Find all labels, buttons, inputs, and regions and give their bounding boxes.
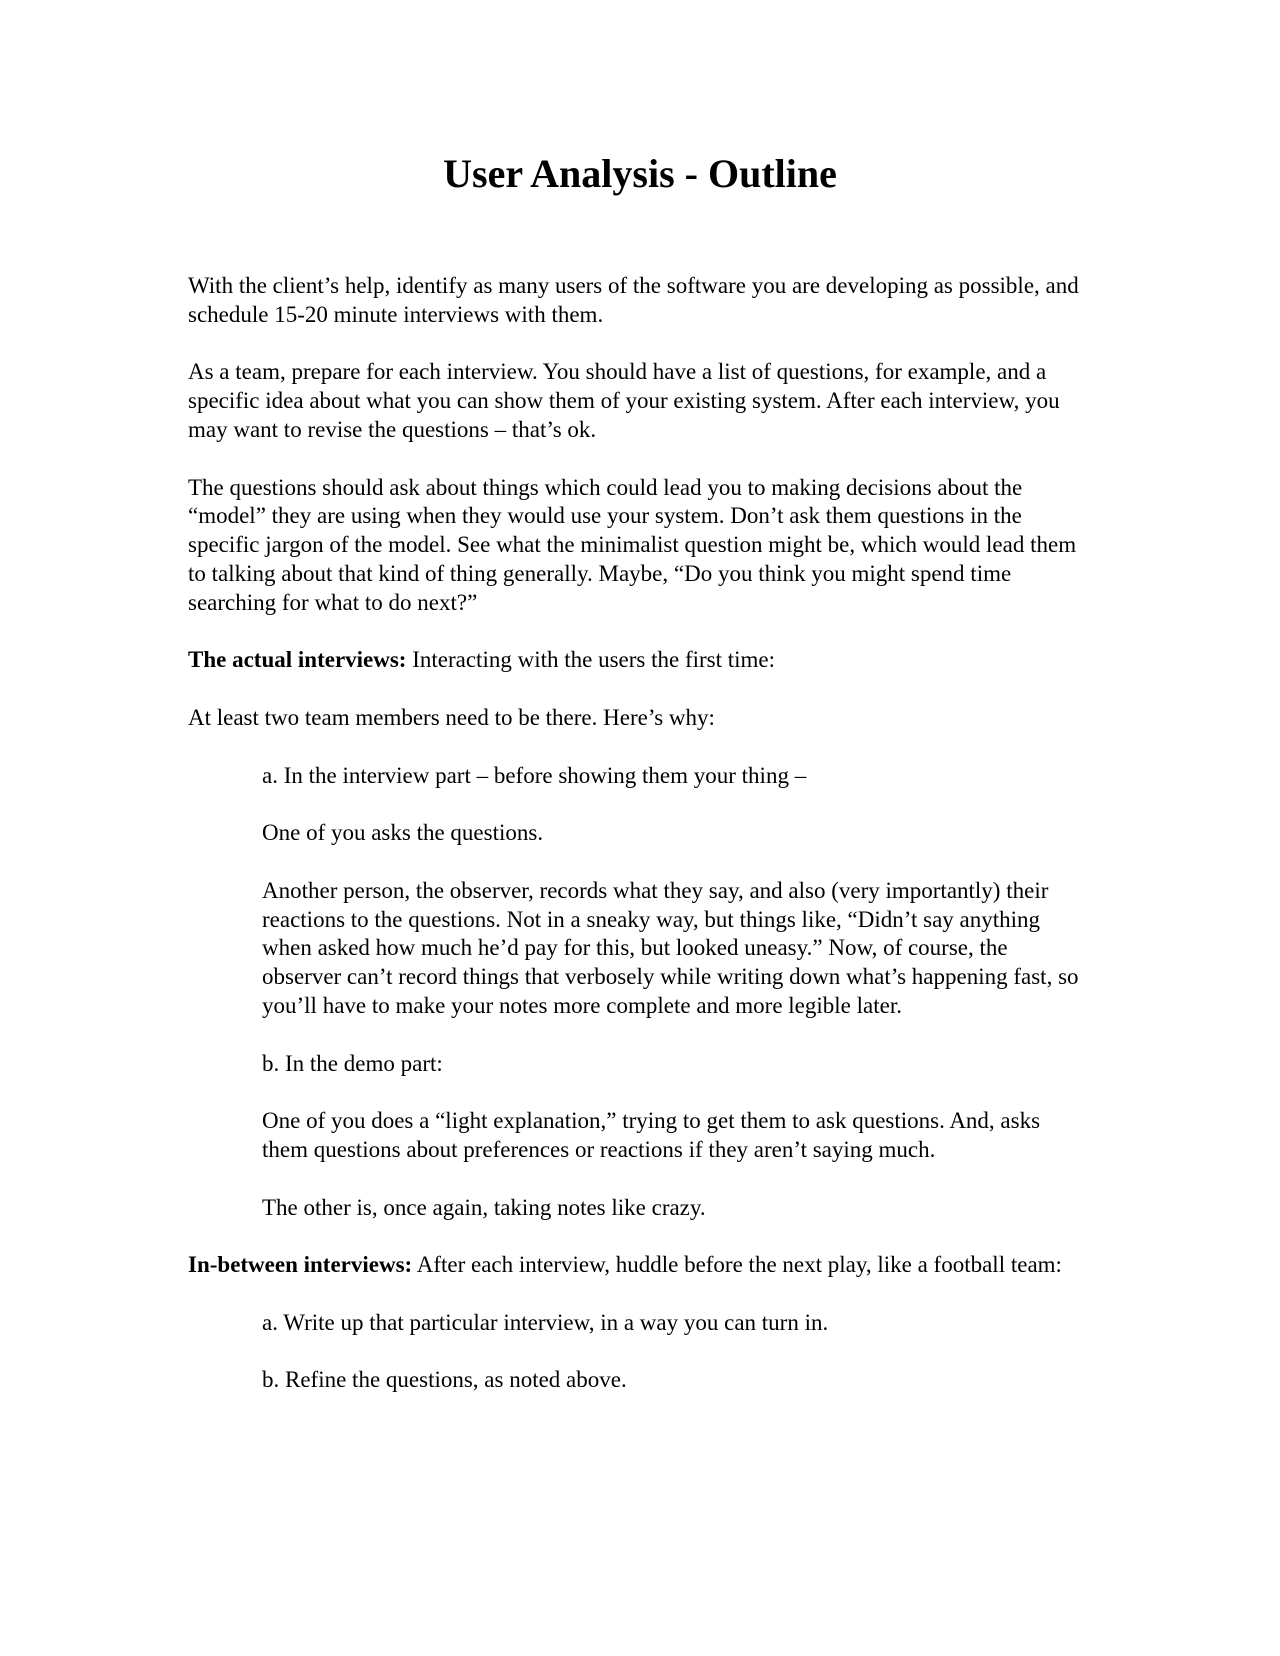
part-a-label: a. In the interview part – before showing them your thing – <box>262 762 807 788</box>
part-a-line2: Another person, the observer, records what they say, and also (very importantly) their reactions to the questions. Not in a sneaky way, but things like, “Didn’t say anything when asked how much he’d pay for this, but looked uneasy.” Now, of course, the observer can’t record things that verbosely while writing down what’s happening fast, so you’ll have to make your notes more complete and more legible later. <box>262 877 1079 1018</box>
part-b-line2: The other is, once again, taking notes like crazy. <box>262 1194 706 1220</box>
paragraph-prepare-interview: As a team, prepare for each interview. You should have a list of questions, for example, and a specific idea about what you can show them of your existing system. After each interview, you may want to revise the questions – that’s ok. <box>188 359 1060 442</box>
document-body <box>188 272 1088 1424</box>
in-between-item-a: a. Write up that particular interview, in a way you can turn in. <box>262 1309 829 1335</box>
part-a-line1: One of you asks the questions. <box>262 820 544 846</box>
part-b-label: b. In the demo part: <box>262 1050 443 1076</box>
paragraph-questions-model: The questions should ask about things which could lead you to making decisions about the “model” they are using when they would use your system. Don’t ask them questions in the specific jargon of the model. See what the minimalist question might be, which would lead them to talking about that kind of thing generally. Maybe, “Do you think you might spend time searching for what to do next?” <box>188 474 1077 615</box>
in-between-item-b: b. Refine the questions, as noted above. <box>262 1367 627 1393</box>
paragraph-actual-interviews <box>188 646 1088 675</box>
heading-in-between: In-between interviews: <box>188 1252 413 1278</box>
page-title: User Analysis - Outline <box>443 151 837 196</box>
paragraph-two-members: At least two team members need to be there. Here’s why: <box>188 704 715 730</box>
heading-actual-interviews: The actual interviews: <box>188 647 407 673</box>
part-b-line1: One of you does a “light explanation,” trying to get them to ask questions. And, asks them questions about preferences or reactions if they aren’t saying much. <box>262 1108 1041 1162</box>
in-between-text: After each interview, huddle before the next play, like a football team: <box>416 1252 1062 1278</box>
paragraph-in-between <box>188 1251 1088 1280</box>
paragraph-identify-users: With the client’s help, identify as many users of the software you are developing as possible, and schedule 15-20 minute interviews with them. <box>188 273 1079 327</box>
actual-interviews-text: Interacting with the users the first time: <box>412 647 776 673</box>
